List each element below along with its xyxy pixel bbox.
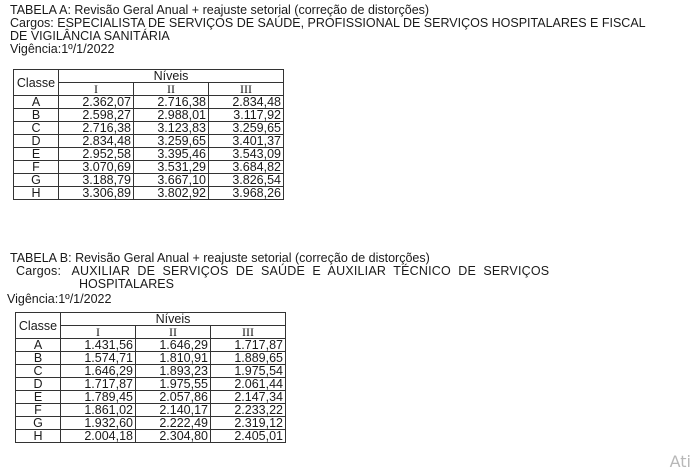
value-cell: 1.717,87 [211, 339, 286, 352]
table-row [14, 96, 284, 109]
value-cell: 1.574,71 [61, 352, 136, 365]
value-cell: 3.123,83 [134, 122, 209, 135]
value-cell: 1.717,87 [61, 378, 136, 391]
table-a-header-classe: Classe [14, 70, 59, 96]
value-cell: 3.543,09 [209, 148, 284, 161]
table-b-level-header: II [136, 326, 211, 339]
value-cell: 3.968,26 [209, 187, 284, 200]
value-cell: 1.889,65 [211, 352, 286, 365]
classe-cell: B [14, 109, 59, 122]
table-b-header-classe: Classe [16, 313, 61, 339]
table-b-level-header: I [61, 326, 136, 339]
table-row [14, 109, 284, 122]
classe-cell: H [16, 430, 61, 443]
table-a-cargos-line2: DE VIGILÂNCIA SANITÁRIA [10, 29, 170, 43]
value-cell: 2.222,49 [136, 417, 211, 430]
value-cell: 2.834,48 [209, 96, 284, 109]
classe-cell: G [14, 174, 59, 187]
table-b-title: TABELA B: Revisão Geral Anual + reajuste setorial (correção de distorções) [10, 251, 430, 265]
table-row [16, 378, 286, 391]
table-row [16, 365, 286, 378]
value-cell: 2.988,01 [134, 109, 209, 122]
classe-cell: G [16, 417, 61, 430]
value-cell: 3.306,89 [59, 187, 134, 200]
value-cell: 3.188,79 [59, 174, 134, 187]
table-b [15, 312, 286, 443]
table-row [16, 417, 286, 430]
value-cell: 2.716,38 [134, 96, 209, 109]
table-row [16, 391, 286, 404]
value-cell: 3.684,82 [209, 161, 284, 174]
table-row [16, 430, 286, 443]
value-cell: 3.531,29 [134, 161, 209, 174]
value-cell: 3.401,37 [209, 135, 284, 148]
table-row [14, 161, 284, 174]
table-row [14, 187, 284, 200]
table-a-vigencia: Vigência:1º/1/2022 [10, 42, 115, 56]
classe-cell: B [16, 352, 61, 365]
watermark-text: Ati [669, 452, 691, 470]
classe-cell: C [14, 122, 59, 135]
value-cell: 2.952,58 [59, 148, 134, 161]
value-cell: 3.117,92 [209, 109, 284, 122]
value-cell: 1.975,55 [136, 378, 211, 391]
value-cell: 2.304,80 [136, 430, 211, 443]
value-cell: 2.147,34 [211, 391, 286, 404]
table-a-level-header: II [134, 83, 209, 96]
table-row [14, 148, 284, 161]
classe-cell: F [14, 161, 59, 174]
table-row [16, 404, 286, 417]
table-b-cargos-line2: HOSPITALARES [79, 277, 174, 291]
classe-cell: E [14, 148, 59, 161]
value-cell: 1.932,60 [61, 417, 136, 430]
table-a-title: TABELA A: Revisão Geral Anual + reajuste setorial (correção de distorções) [10, 3, 430, 17]
table-row [14, 135, 284, 148]
value-cell: 3.826,54 [209, 174, 284, 187]
value-cell: 1.861,02 [61, 404, 136, 417]
table-b-cargos-line1: Cargos: AUXILIAR DE SERVIÇOS DE SAÚDE E AUXILIAR TÉCNICO DE SERVIÇOS [16, 264, 550, 278]
classe-cell: E [16, 391, 61, 404]
value-cell: 3.259,65 [209, 122, 284, 135]
classe-cell: F [16, 404, 61, 417]
value-cell: 2.004,18 [61, 430, 136, 443]
table-b-level-header: III [211, 326, 286, 339]
table-a [13, 69, 284, 200]
value-cell: 2.233,22 [211, 404, 286, 417]
table-row [14, 174, 284, 187]
value-cell: 2.405,01 [211, 430, 286, 443]
value-cell: 2.057,86 [136, 391, 211, 404]
classe-cell: A [14, 96, 59, 109]
value-cell: 3.070,69 [59, 161, 134, 174]
value-cell: 2.716,38 [59, 122, 134, 135]
value-cell: 1.893,23 [136, 365, 211, 378]
table-row [16, 339, 286, 352]
table-row [16, 352, 286, 365]
value-cell: 3.667,10 [134, 174, 209, 187]
value-cell: 2.061,44 [211, 378, 286, 391]
classe-cell: D [16, 378, 61, 391]
table-row [14, 122, 284, 135]
value-cell: 2.834,48 [59, 135, 134, 148]
classe-cell: H [14, 187, 59, 200]
classe-cell: D [14, 135, 59, 148]
table-a-level-header: III [209, 83, 284, 96]
value-cell: 2.362,07 [59, 96, 134, 109]
value-cell: 2.598,27 [59, 109, 134, 122]
value-cell: 1.431,56 [61, 339, 136, 352]
value-cell: 2.140,17 [136, 404, 211, 417]
value-cell: 2.319,12 [211, 417, 286, 430]
value-cell: 3.802,92 [134, 187, 209, 200]
classe-cell: C [16, 365, 61, 378]
value-cell: 1.975,54 [211, 365, 286, 378]
table-b-vigencia: Vigência:1º/1/2022 [7, 292, 112, 306]
value-cell: 3.259,65 [134, 135, 209, 148]
table-a-cargos-line1: Cargos: ESPECIALISTA DE SERVIÇOS DE SAÚDE, PROFISSIONAL DE SERVIÇOS HOSPITALARES E FISCAL [10, 16, 646, 30]
table-a-header-niveis: Níveis [59, 70, 284, 83]
value-cell: 1.646,29 [61, 365, 136, 378]
value-cell: 1.810,91 [136, 352, 211, 365]
value-cell: 1.789,45 [61, 391, 136, 404]
value-cell: 3.395,46 [134, 148, 209, 161]
table-a-level-header: I [59, 83, 134, 96]
classe-cell: A [16, 339, 61, 352]
table-b-header-niveis: Níveis [61, 313, 286, 326]
value-cell: 1.646,29 [136, 339, 211, 352]
